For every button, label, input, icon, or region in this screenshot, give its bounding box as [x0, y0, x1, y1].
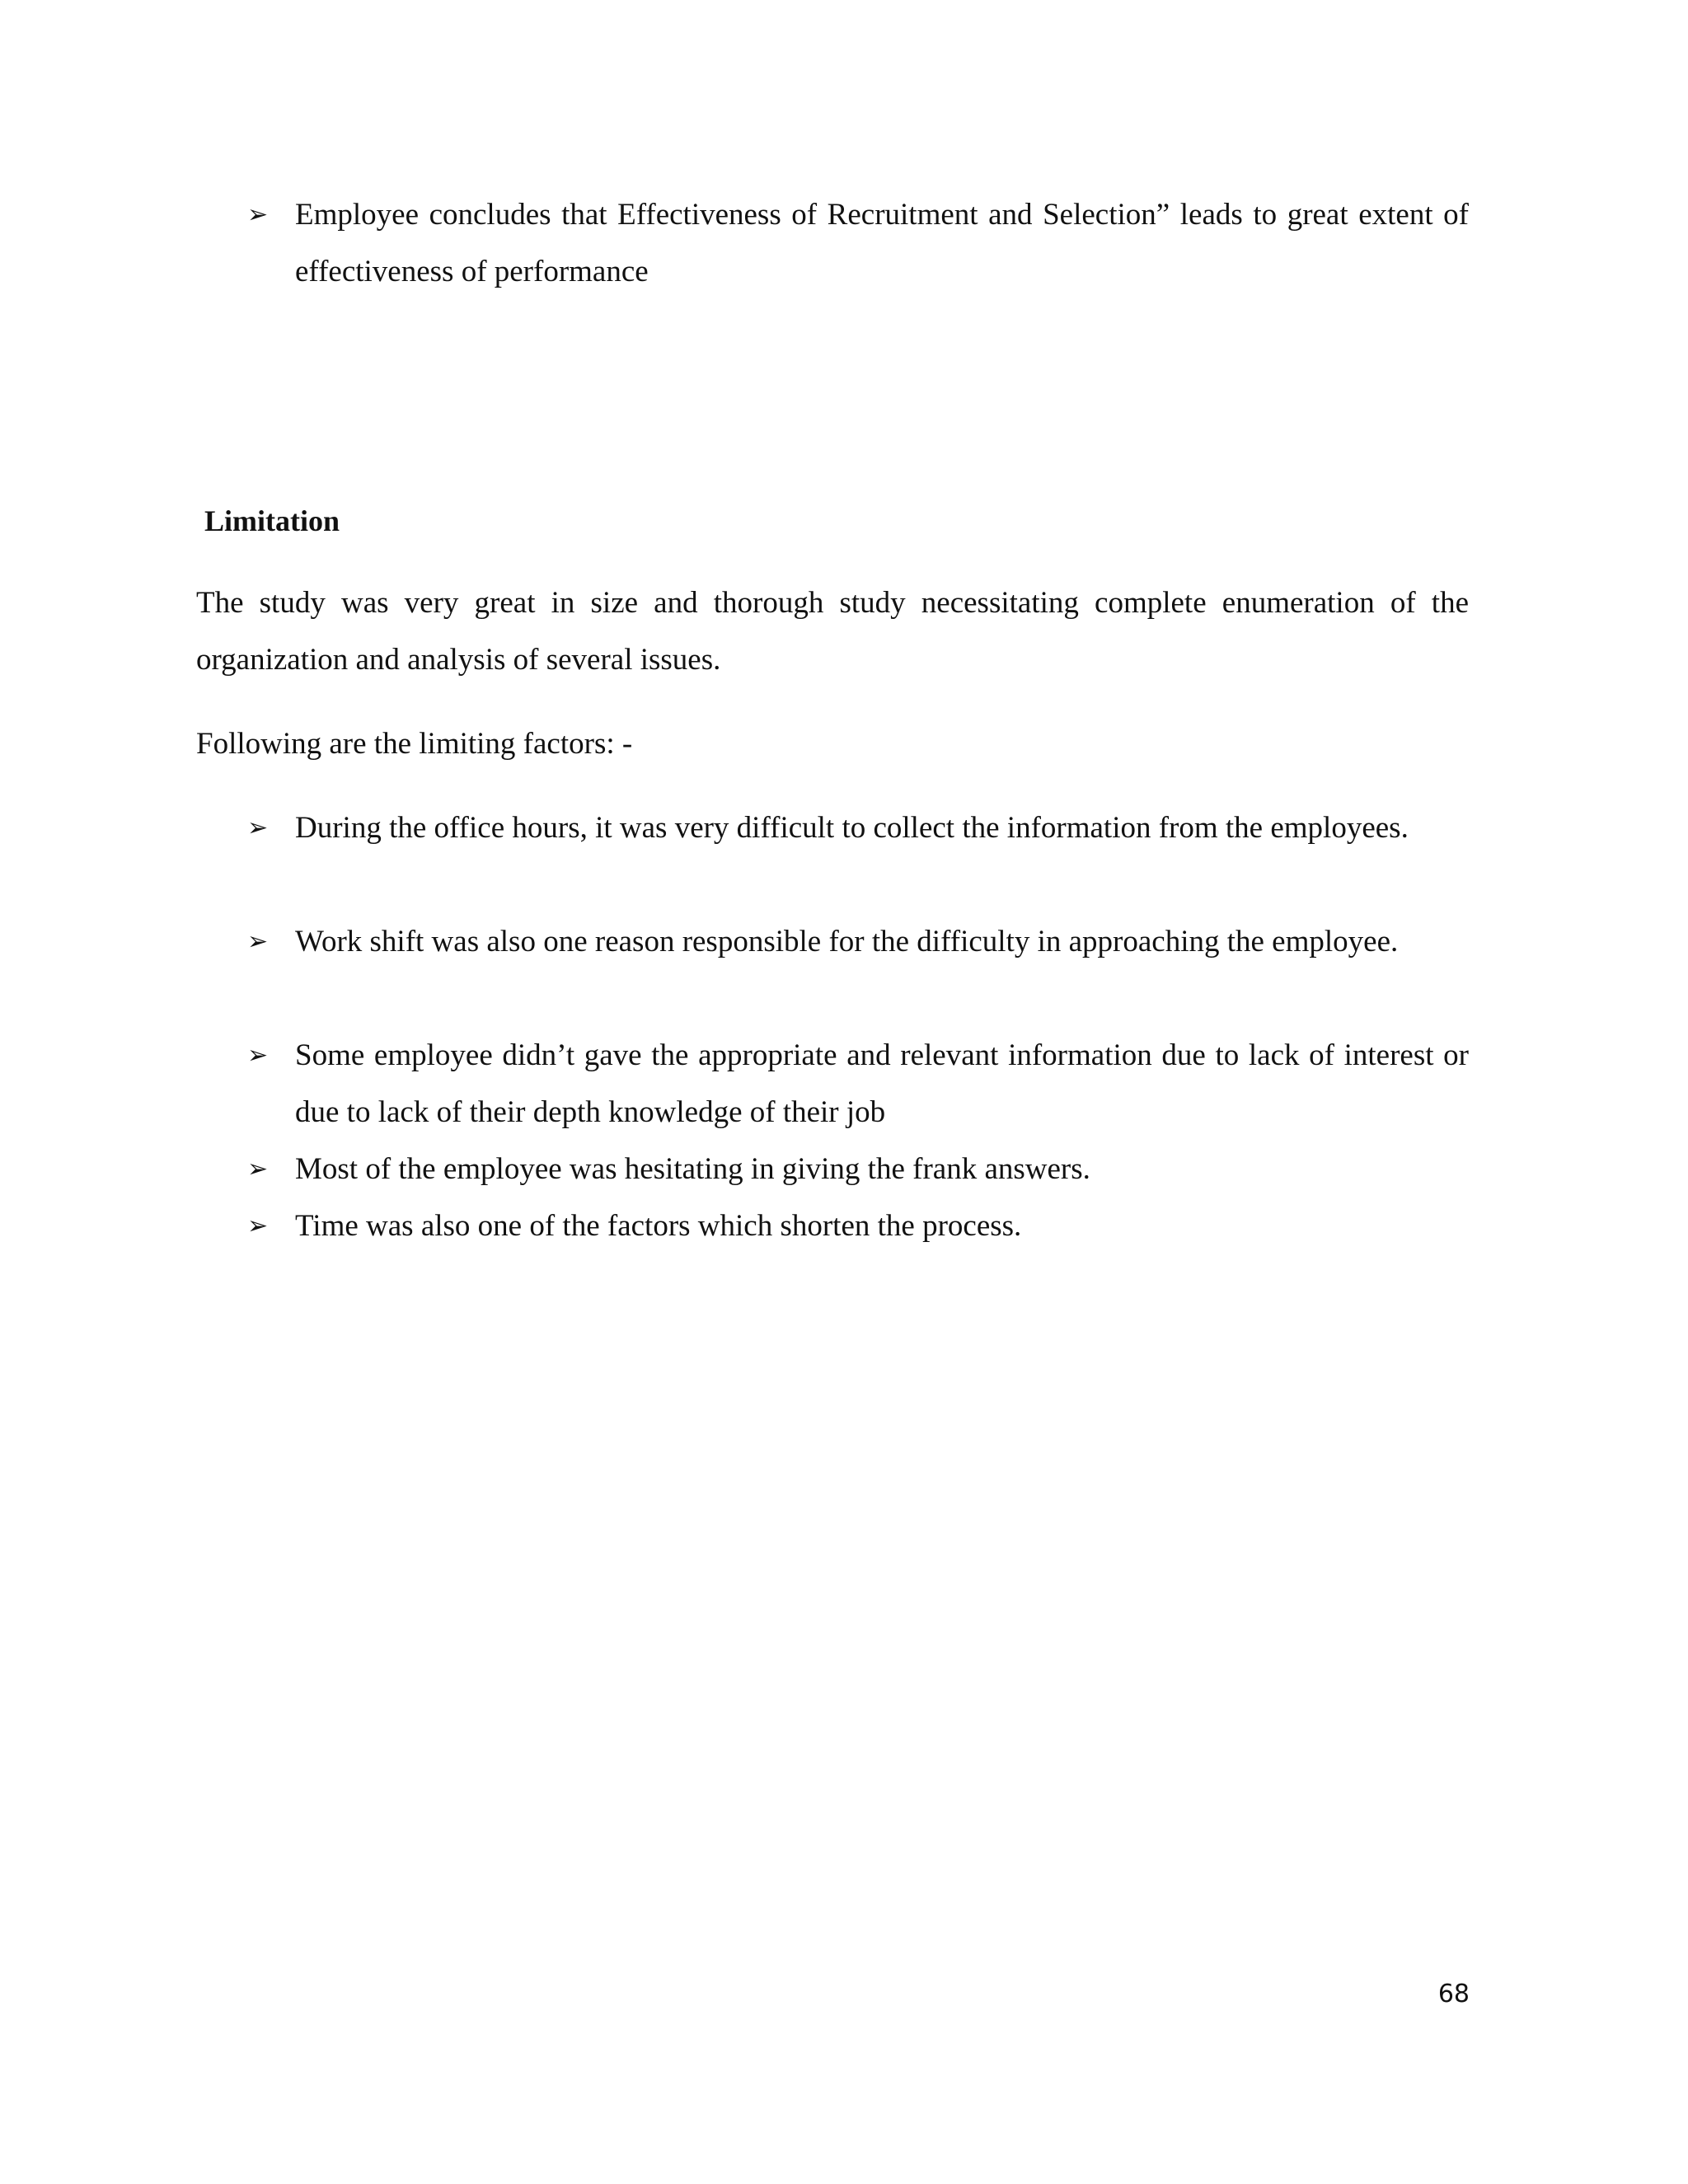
conclusion-bullet-text: Employee concludes that Effectiveness of Recruitment and Selection” leads to great extent of effectiveness of performance: [295, 198, 1469, 288]
arrow-bullet-icon: ➢: [247, 813, 269, 842]
list-item-text: During the office hours, it was very difficult to collect the information from the employees.: [295, 811, 1409, 845]
arrow-bullet-icon: ➢: [247, 200, 269, 229]
list-item: [247, 913, 1469, 970]
arrow-bullet-icon: ➢: [247, 1041, 269, 1070]
arrow-bullet-icon: ➢: [247, 1212, 269, 1240]
section-heading: Limitation: [204, 504, 340, 537]
list-item: [247, 799, 1469, 856]
list-item-text: Work shift was also one reason responsible for the difficulty in approaching the employee.: [295, 925, 1399, 958]
conclusion-bullet: [247, 186, 1469, 300]
arrow-bullet-icon: ➢: [247, 927, 269, 956]
list-item-text: Most of the employee was hesitating in giving the frank answers.: [295, 1152, 1090, 1186]
arrow-bullet-icon: ➢: [247, 1155, 269, 1183]
list-item-text: Some employee didn’t gave the appropriate and relevant information due to lack of interest or due to lack of their depth knowledge of their job: [295, 1038, 1469, 1129]
list-item: [247, 1197, 1469, 1254]
list-item-text: Time was also one of the factors which shorten the process.: [295, 1209, 1022, 1243]
list-item: [247, 1141, 1469, 1197]
list-item: [247, 1027, 1469, 1141]
lead-in-paragraph: Following are the limiting factors: -: [196, 727, 633, 761]
intro-paragraph: The study was very great in size and thorough study necessitating complete enumeration of the organization and analysis of several issues.: [196, 586, 1469, 677]
page-number: 68: [1437, 1980, 1470, 2008]
